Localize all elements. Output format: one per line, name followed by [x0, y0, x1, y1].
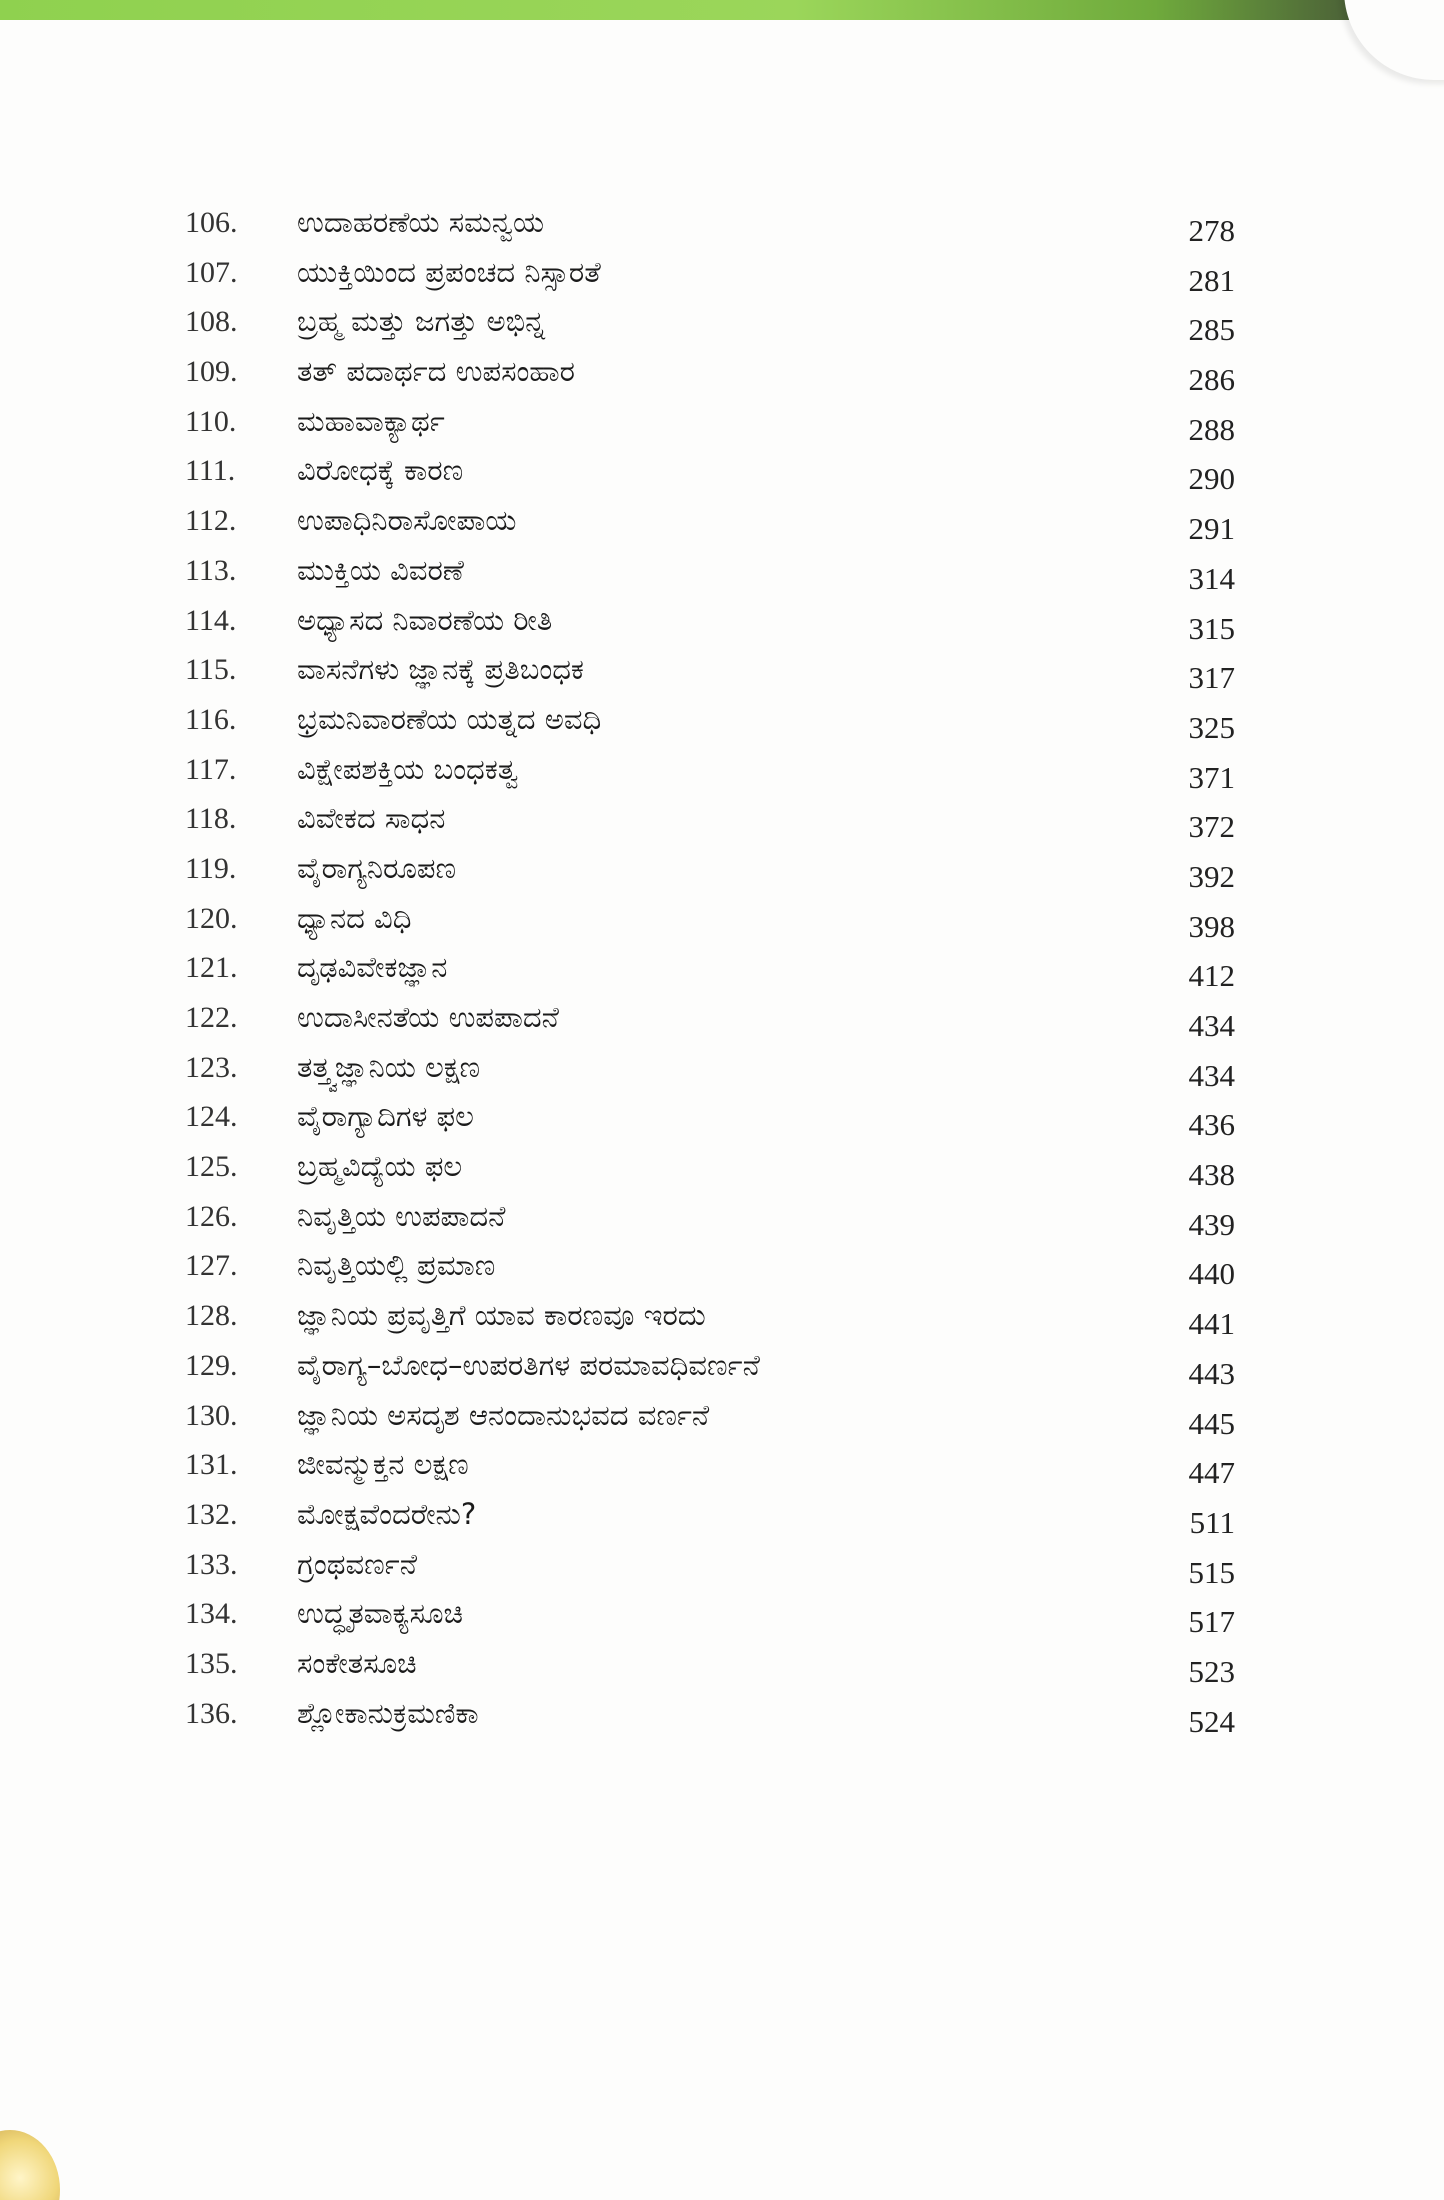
toc-entry	[185, 297, 1235, 347]
toc-entry-page-number: 434	[1188, 1008, 1235, 1043]
toc-entry	[185, 198, 1235, 248]
toc-entry-title: ಗ್ರಂಥವರ್ಣನೆ	[297, 1546, 417, 1581]
toc-entry-title: ಮೋಕ್ಷವೆಂದರೇನು?	[297, 1496, 477, 1531]
table-of-contents	[185, 198, 1235, 1738]
toc-entry-number: 106.	[185, 206, 238, 239]
toc-entry-number: 132.	[185, 1497, 238, 1531]
toc-entry-number: 131.	[185, 1448, 238, 1482]
decorative-corner-ornament	[0, 2130, 60, 2200]
toc-entry	[185, 1639, 1235, 1689]
toc-entry	[185, 1241, 1235, 1291]
toc-entry-page-number: 517	[1188, 1604, 1235, 1640]
toc-entry-page-number: 290	[1188, 461, 1235, 497]
toc-entry-page-number: 445	[1188, 1405, 1235, 1441]
toc-entry-title: ಬ್ರಹ್ಮ ಮತ್ತು ಜಗತ್ತು ಅಭಿನ್ನ	[297, 304, 546, 339]
toc-entry-page-number: 315	[1188, 610, 1235, 646]
toc-entry-title: ಉಪಾಧಿನಿರಾಸೋಪಾಯ	[297, 503, 517, 538]
toc-entry	[185, 1689, 1235, 1739]
toc-entry-page-number: 314	[1188, 560, 1235, 596]
toc-entry-number: 111.	[185, 454, 236, 488]
toc-entry-title: ವಿರೋಧಕ್ಕೆ ಕಾರಣ	[297, 453, 464, 488]
toc-entry-page-number: 443	[1188, 1355, 1235, 1391]
toc-entry	[185, 1192, 1235, 1242]
toc-entry	[185, 844, 1235, 894]
toc-entry-page-number: 325	[1188, 709, 1235, 745]
toc-entry-title: ವೈರಾಗ್ಯನಿರೂಪಣ	[297, 850, 457, 885]
toc-entry-title: ವೈರಾಗ್ಯ–ಬೋಧ–ಉಪರತಿಗಳ ಪರಮಾವಧಿವರ್ಣನೆ	[297, 1347, 760, 1382]
toc-entry-number: 113.	[185, 553, 237, 587]
toc-entry-title: ಜ್ಞಾನಿಯ ಅಸದೃಶ ಆನಂದಾನುಭವದ ವರ್ಣನೆ	[297, 1397, 710, 1432]
toc-entry	[185, 695, 1235, 745]
toc-entry	[185, 993, 1235, 1043]
toc-entry-page-number: 436	[1188, 1107, 1235, 1143]
toc-entry	[185, 1589, 1235, 1639]
toc-entry	[185, 446, 1235, 496]
toc-entry	[185, 645, 1235, 695]
toc-entry-page-number: 412	[1188, 958, 1235, 994]
toc-entry-title: ಭ್ರಮನಿವಾರಣೆಯ ಯತ್ನದ ಅವಧಿ	[297, 701, 602, 736]
toc-entry-number: 108.	[185, 305, 238, 339]
toc-entry-number: 124.	[185, 1100, 238, 1134]
toc-entry-title: ದೃಢವಿವೇಕಜ್ಞಾನ	[297, 950, 448, 985]
toc-entry-page-number: 288	[1188, 411, 1235, 447]
toc-entry-page-number: 439	[1188, 1206, 1235, 1242]
toc-entry-title: ಜ್ಞಾನಿಯ ಪ್ರವೃತ್ತಿಗೆ ಯಾವ ಕಾರಣವೂ ಇರದು	[297, 1298, 706, 1333]
toc-entry-page-number: 286	[1188, 362, 1235, 398]
toc-entry-title: ಮುಕ್ತಿಯ ವಿವರಣೆ	[297, 552, 464, 587]
toc-entry-title: ಯುಕ್ತಿಯಿಂದ ಪ್ರಪಂಚದ ನಿಸ್ಸಾರತೆ	[297, 254, 601, 289]
toc-entry-title: ನಿವೃತ್ತಿಯ ಉಪಪಾದನೆ	[297, 1198, 506, 1233]
toc-entry-title: ವಾಸನೆಗಳು ಜ್ಞಾನಕ್ಕೆ ಪ್ರತಿಬಂಧಕ	[297, 652, 584, 687]
toc-entry-number: 109.	[185, 355, 238, 389]
toc-entry-page-number: 438	[1188, 1157, 1235, 1193]
toc-entry	[185, 1341, 1235, 1391]
toc-entry-number: 118.	[185, 802, 237, 836]
toc-entry-number: 127.	[185, 1249, 238, 1283]
toc-entry-page-number: 398	[1188, 908, 1235, 944]
toc-entry-title: ಅಧ್ಯಾಸದ ನಿವಾರಣೆಯ ರೀತಿ	[297, 602, 553, 637]
toc-entry-number: 133.	[185, 1547, 238, 1581]
toc-entry-title: ಉದಾಹರಣೆಯ ಸಮನ್ವಯ	[297, 205, 545, 239]
toc-entry-page-number: 281	[1188, 262, 1235, 298]
toc-entry-title: ವೈರಾಗ್ಯಾದಿಗಳ ಫಲ	[297, 1099, 474, 1134]
toc-entry-number: 116.	[185, 702, 237, 736]
toc-entry-number: 114.	[185, 603, 237, 637]
toc-entry	[185, 794, 1235, 844]
toc-entry-page-number: 515	[1188, 1554, 1235, 1590]
toc-entry-page-number: 511	[1189, 1504, 1235, 1540]
toc-entry	[185, 943, 1235, 993]
toc-entry-page-number: 441	[1188, 1306, 1235, 1342]
green-top-band	[0, 0, 1444, 20]
toc-entry-title: ಧ್ಯಾನದ ವಿಧಿ	[297, 900, 412, 935]
toc-entry-page-number: 523	[1188, 1653, 1235, 1689]
toc-entry-title: ತತ್ ಪದಾರ್ಥದ ಉಪಸಂಹಾರ	[297, 354, 575, 389]
toc-entry-title: ತತ್ತ್ವಜ್ಞಾನಿಯ ಲಕ್ಷಣ	[297, 1049, 481, 1084]
toc-entry-page-number: 524	[1188, 1703, 1235, 1739]
toc-entry-page-number: 440	[1188, 1256, 1235, 1292]
toc-entry	[185, 496, 1235, 546]
toc-entry	[185, 1490, 1235, 1540]
toc-entry-title: ಸಂಕೇತಸೂಚಿ	[297, 1645, 417, 1680]
toc-entry-page-number: 291	[1188, 511, 1235, 547]
toc-entry-number: 136.	[185, 1696, 238, 1730]
toc-entry	[185, 397, 1235, 447]
toc-entry-title: ವಿವೇಕದ ಸಾಧನ	[297, 801, 446, 836]
toc-entry	[185, 1391, 1235, 1441]
toc-entry	[185, 596, 1235, 646]
toc-entry	[185, 1142, 1235, 1192]
toc-entry-title: ಜೀವನ್ಮುಕ್ತನ ಲಕ್ಷಣ	[297, 1447, 469, 1482]
toc-entry	[185, 1440, 1235, 1490]
toc-entry	[185, 1092, 1235, 1142]
toc-entry-page-number: 372	[1188, 809, 1235, 845]
toc-entry	[185, 248, 1235, 298]
toc-entry	[185, 894, 1235, 944]
toc-entry-number: 110.	[185, 404, 237, 438]
toc-entry-number: 126.	[185, 1199, 238, 1233]
toc-entry-page-number: 278	[1188, 213, 1235, 248]
toc-entry-number: 130.	[185, 1398, 238, 1432]
toc-entry	[185, 1043, 1235, 1093]
toc-entry-number: 134.	[185, 1597, 238, 1631]
toc-entry-page-number: 317	[1188, 660, 1235, 696]
toc-entry-number: 115.	[185, 653, 237, 687]
toc-entry-title: ಶ್ಲೋಕಾನುಕ್ರಮಣಿಕಾ	[297, 1695, 479, 1730]
toc-entry-title: ಮಹಾವಾಕ್ಯಾರ್ಥ	[297, 403, 445, 438]
toc-entry-number: 107.	[185, 255, 238, 289]
toc-entry-page-number: 447	[1188, 1455, 1235, 1491]
toc-entry-number: 122.	[185, 1001, 238, 1034]
toc-entry-title: ವಿಕ್ಷೇಪಶಕ್ತಿಯ ಬಂಧಕತ್ವ	[297, 751, 519, 786]
toc-entry	[185, 1291, 1235, 1341]
toc-entry-number: 123.	[185, 1050, 238, 1084]
toc-entry-number: 129.	[185, 1348, 238, 1382]
toc-entry-page-number: 392	[1188, 858, 1235, 894]
toc-entry	[185, 347, 1235, 397]
toc-entry-number: 125.	[185, 1150, 238, 1184]
toc-entry-number: 128.	[185, 1299, 238, 1333]
toc-entry-number: 119.	[185, 851, 237, 885]
toc-entry-page-number: 371	[1188, 759, 1235, 795]
toc-entry-title: ಉದಾಸೀನತೆಯ ಉಪಪಾದನೆ	[297, 1000, 559, 1034]
toc-entry-number: 117.	[185, 752, 237, 786]
toc-entry-page-number: 285	[1188, 312, 1235, 348]
toc-entry-page-number: 434	[1188, 1057, 1235, 1093]
toc-entry	[185, 1540, 1235, 1590]
toc-entry-number: 135.	[185, 1646, 238, 1680]
toc-entry	[185, 745, 1235, 795]
toc-entry-title: ನಿವೃತ್ತಿಯಲ್ಲಿ ಪ್ರಮಾಣ	[297, 1248, 496, 1283]
toc-entry-title: ಬ್ರಹ್ಮವಿದ್ಯೆಯ ಫಲ	[297, 1149, 463, 1184]
toc-entry-number: 120.	[185, 901, 238, 935]
toc-entry-number: 112.	[185, 504, 237, 538]
toc-entry-number: 121.	[185, 951, 238, 985]
toc-entry-title: ಉದ್ಧೃತವಾಕ್ಯಸೂಚಿ	[297, 1596, 463, 1631]
toc-entry	[185, 546, 1235, 596]
page-corner-curve	[1344, 0, 1444, 80]
